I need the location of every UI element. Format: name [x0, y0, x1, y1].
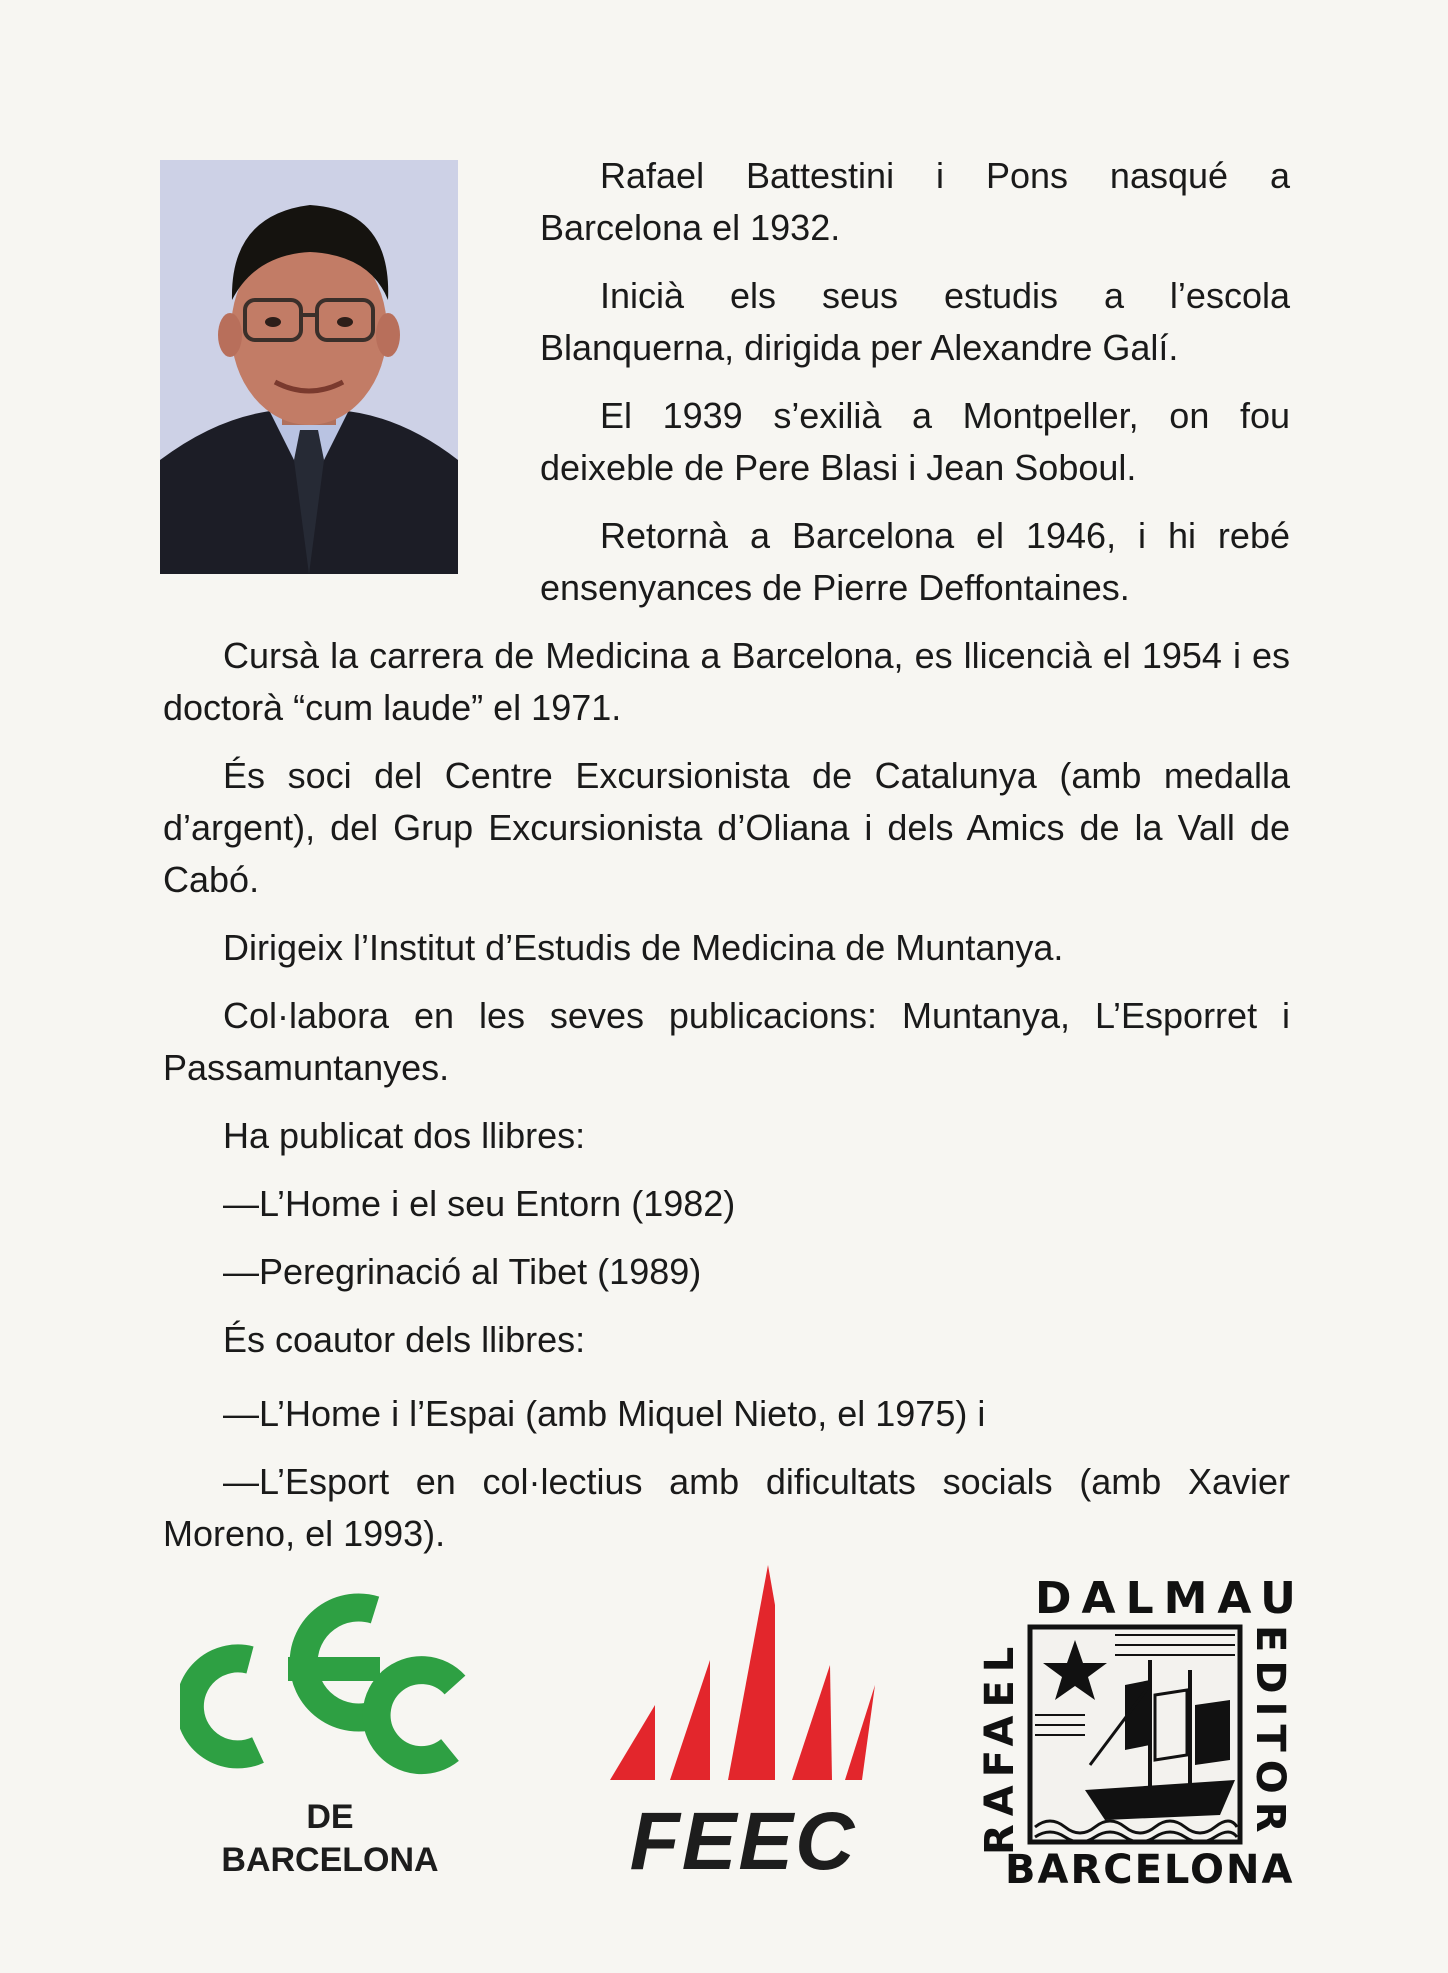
bio-paragraph-8: Col·labora en les seves publicacions: Muntanya, L’Esporret i Passamuntanyes.	[163, 995, 1290, 1088]
bio-paragraph-6: És soci del Centre Excursionista de Catalunya (amb medalla d’argent), del Grup Excursionista d’Oliana i dels Amics de la Vall de Cabó.	[163, 755, 1290, 900]
dalmau-bottom-text: BARCELONA	[1005, 1847, 1295, 1893]
dalmau-left-text: RAFAEL	[977, 1638, 1023, 1855]
book-item: —L’Home i el seu Entorn (1982)	[223, 1183, 736, 1224]
biography	[163, 150, 1290, 1576]
dalmau-editor-logo	[975, 1565, 1295, 1895]
cec-emblem-icon	[180, 1565, 480, 1780]
bio-paragraph-7: Dirigeix l’Institut d’Estudis de Medicina de Muntanya.	[223, 927, 1064, 968]
bio-paragraph-1: Rafael Battestini i Pons nasqué a Barcelona el 1932.	[540, 155, 1290, 248]
bio-paragraph-4: Retornà a Barcelona el 1946, i hi rebé ensenyances de Pierre Deffontaines.	[540, 515, 1290, 608]
books-intro: Ha publicat dos llibres:	[223, 1115, 586, 1156]
cec-caption-line-1: DE	[306, 1798, 354, 1836]
book-item: —Peregrinació al Tibet (1989)	[223, 1251, 702, 1292]
dalmau-right-text: EDITOR	[1247, 1625, 1293, 1841]
feec-logo	[600, 1565, 880, 1885]
bio-paragraph-3: El 1939 s’exilià a Montpeller, on fou deixeble de Pere Blasi i Jean Soboul.	[540, 395, 1290, 488]
coauthor-book-item: —L’Esport en col·lectius amb dificultats socials (amb Xavier Moreno, el 1993).	[163, 1461, 1290, 1554]
bio-paragraph-2: Inicià els seus estudis a l’escola Blanquerna, dirigida per Alexandre Galí.	[540, 275, 1290, 368]
sponsor-logos	[0, 1565, 1448, 1905]
feec-mountain-icon	[600, 1565, 880, 1795]
sailing-ship-icon	[1030, 1627, 1240, 1842]
dalmau-seal-icon	[975, 1565, 1295, 1895]
cec-caption-line-2: BARCELONA	[221, 1841, 439, 1879]
coauthor-intro: És coautor dels llibres:	[223, 1319, 586, 1360]
cec-logo	[180, 1565, 480, 1885]
coauthor-book-item: —L’Home i l’Espai (amb Miquel Nieto, el 1975) i	[223, 1393, 986, 1434]
bio-paragraph-5: Cursà la carrera de Medicina a Barcelona, es llicencià el 1954 i es doctorà “cum laude” el 1971.	[163, 635, 1290, 728]
feec-wordmark: FEEC	[629, 1796, 857, 1887]
dalmau-top-text: DALMAU	[1035, 1573, 1295, 1624]
